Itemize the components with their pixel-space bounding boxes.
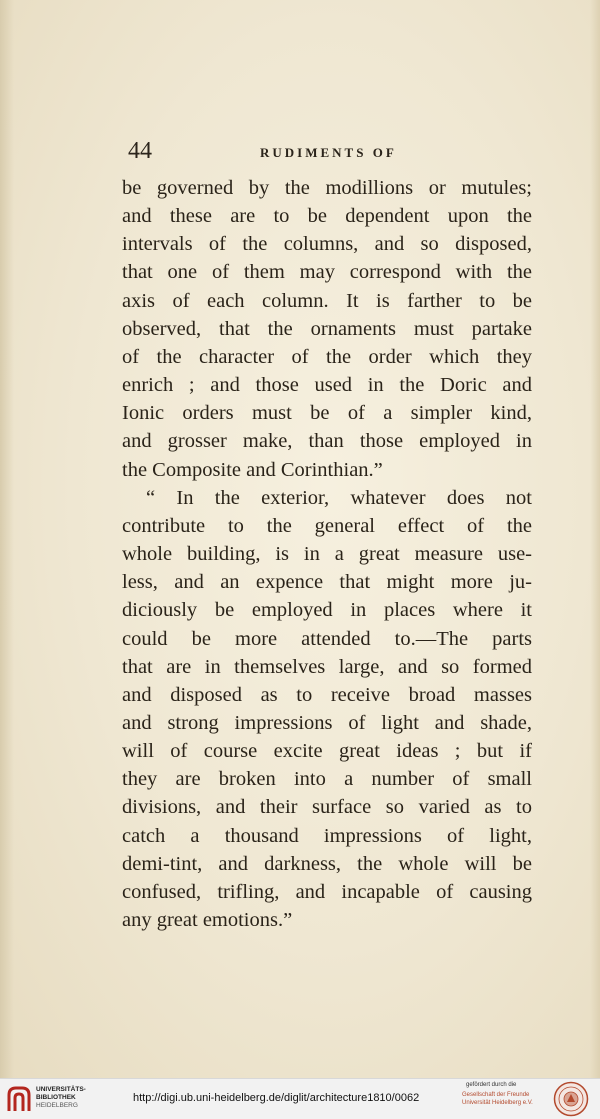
body-text [122, 174, 532, 934]
text-line: intervals of the columns, and so disposed, [122, 233, 532, 256]
text-line: the Composite and Corinthian.” [122, 458, 383, 481]
university-name-line1: UNIVERSITÄTS- [36, 1086, 86, 1093]
university-library-logo-icon [6, 1085, 32, 1113]
text-line: and grosser make, than those employed in [122, 430, 532, 453]
text-line: will of course excite great ideas ; but if [122, 740, 532, 763]
page-number: 44 [128, 138, 152, 164]
university-name-line2: BIBLIOTHEK [36, 1094, 76, 1101]
running-title: RUDIMENTS OF [260, 145, 397, 160]
viewer-footer [0, 1078, 600, 1119]
text-line: catch a thousand impressions of light, [122, 824, 532, 847]
text-line: of the character of the order which they [122, 345, 532, 368]
text-line: observed, that the ornaments must partake [122, 317, 532, 340]
text-line: that one of them may correspond with the [122, 261, 532, 284]
text-line: they are broken into a number of small [122, 768, 532, 791]
text-line: contribute to the general effect of the [122, 514, 532, 537]
text-line: and disposed as to receive broad masses [122, 683, 532, 706]
sponsor-org-line2: Universität Heidelberg e.V. [462, 1100, 533, 1106]
page-header [128, 138, 530, 168]
source-url-link[interactable]: http://digi.ub.uni-heidelberg.de/diglit/architecture1810/0062 [133, 1092, 420, 1104]
text-line: Ionic orders must be of a simpler kind, [122, 402, 532, 425]
text-line: could be more attended to.—The parts [122, 627, 532, 650]
text-line: and strong impressions of light and shade, [122, 711, 532, 734]
university-name-line3: HEIDELBERG [36, 1102, 78, 1109]
text-line: any great emotions.” [122, 909, 293, 932]
text-line: whole building, is in a great measure use- [122, 543, 532, 566]
university-library-name [36, 1086, 86, 1110]
text-line: and these are to be dependent upon the [122, 205, 532, 228]
sponsor-label: gefördert durch die [466, 1082, 517, 1088]
text-line: diciously be employed in places where it [122, 599, 532, 622]
text-line: demi-tint, and darkness, the whole will be [122, 852, 532, 875]
text-line: be governed by the modillions or mutules; [122, 177, 532, 199]
sponsor-block [462, 1081, 546, 1107]
text-line: axis of each column. It is farther to be [122, 289, 532, 312]
text-line: enrich ; and those used in the Doric and [122, 374, 532, 397]
text-line: “ In the exterior, whatever does not [146, 486, 532, 509]
sponsor-org-line1: Gesellschaft der Freunde [462, 1092, 530, 1098]
sponsor-seal-icon [553, 1081, 589, 1117]
text-line: less, and an expence that might more ju- [122, 571, 532, 594]
text-line: divisions, and their surface so varied as to [122, 796, 532, 819]
text-line: confused, trifling, and incapable of causing [122, 880, 532, 903]
text-line: that are in themselves large, and so formed [122, 655, 532, 678]
